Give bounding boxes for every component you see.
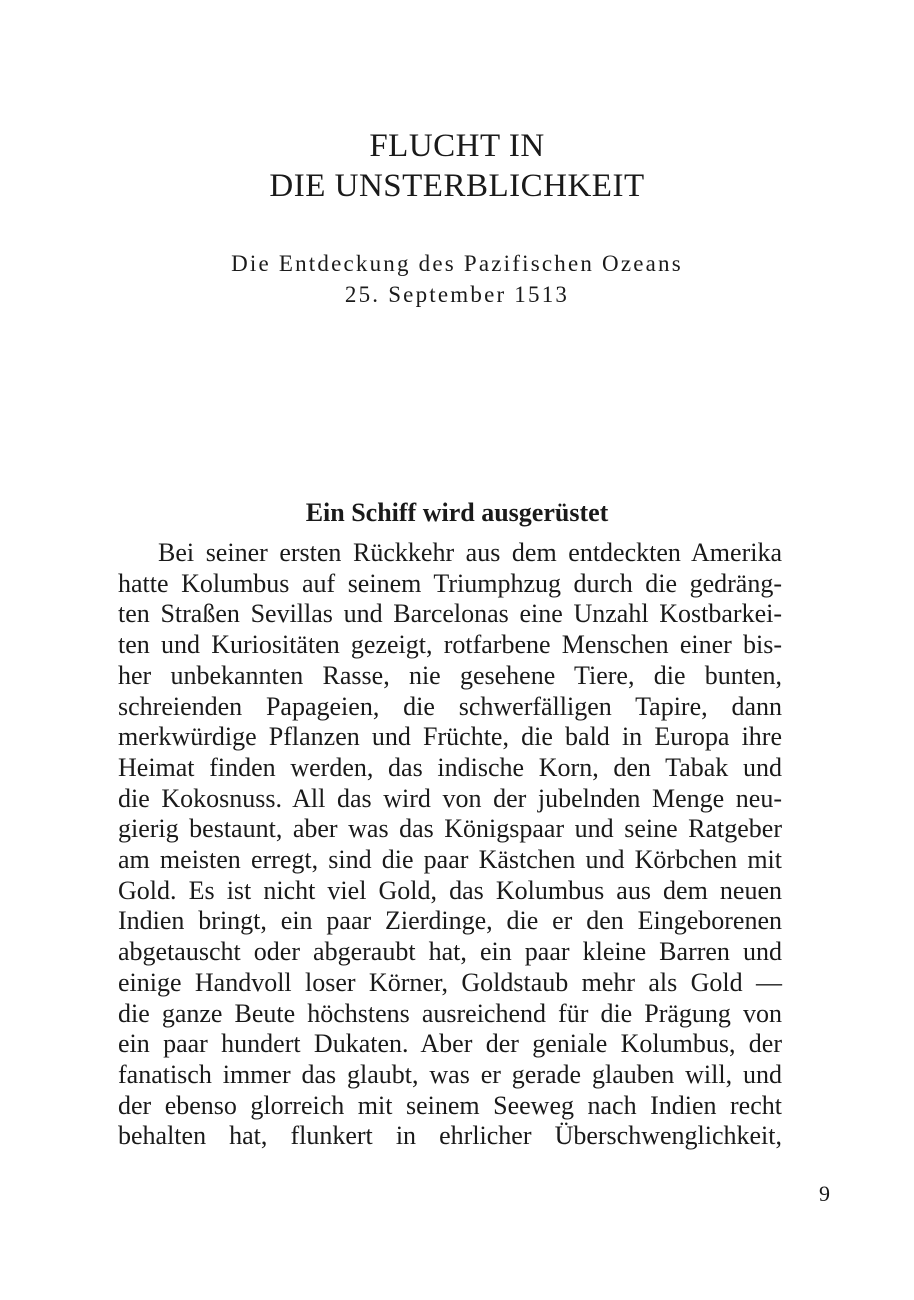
text-line: der ebenso glorreich mit seinem Seeweg nach Indien recht: [118, 1090, 782, 1120]
text-line: Indien bringt, ein paar Zierdinge, die er den Eingeborenen: [118, 906, 782, 936]
text-line: Bei seiner ersten Rückkehr aus dem entdeckten Amerika: [158, 538, 782, 567]
text-line: behalten hat, flunkert in ehrlicher Überschwenglichkeit,: [118, 1121, 782, 1151]
section-heading: Ein Schiff wird ausgerüstet: [305, 498, 609, 527]
text-line: am meisten erregt, sind die paar Kästchen und Körbchen mit: [118, 845, 782, 875]
text-line: fanatisch immer das glaubt, was er gerade glauben will, und: [118, 1059, 782, 1089]
body-paragraph: [118, 538, 782, 1152]
text-line: die ganze Beute höchstens ausreichend für die Prägung von: [118, 998, 782, 1028]
text-line: gierig bestaunt, aber was das Königspaar und seine Ratgeber: [118, 814, 782, 844]
text-line: die Kokosnuss. All das wird von der jubelnden Menge neu-: [118, 783, 782, 813]
text-line: her unbekannten Rasse, nie gesehene Tiere, die bunten,: [118, 660, 782, 690]
text-line: schreienden Papageien, die schwerfälligen Tapire, dann: [118, 691, 782, 721]
text-line: merkwürdige Pflanzen und Früchte, die bald in Europa ihre: [118, 722, 782, 752]
chapter-title-line: DIE UNSTERBLICHKEIT: [269, 168, 645, 204]
text-line: ein paar hundert Dukaten. Aber der geniale Kolumbus, der: [118, 1029, 782, 1059]
text-line: ten und Kuriositäten gezeigt, rotfarbene Menschen einer bis-: [118, 630, 782, 660]
text-line: Heimat finden werden, das indische Korn, den Tabak und: [118, 752, 782, 782]
subtitle-date: 25. September 1513: [344, 282, 570, 307]
chapter-subtitle: [0, 248, 914, 310]
text-line: ten Straßen Sevillas und Barcelonas eine Unzahl Kostbarkei-: [118, 599, 782, 629]
page-number: 9: [819, 1181, 830, 1206]
chapter-title-line: FLUCHT IN: [369, 128, 545, 164]
subtitle-line: Die Entdeckung des Pazifischen Ozeans: [231, 251, 683, 276]
text-line: einige Handvoll loser Körner, Goldstaub mehr als Gold —: [118, 967, 782, 997]
text-line: Gold. Es ist nicht viel Gold, das Kolumbus aus dem neuen: [118, 875, 782, 905]
text-line: abgetauscht oder abgeraubt hat, ein paar kleine Barren und: [118, 937, 782, 967]
chapter-title: [0, 126, 914, 206]
text-line: hatte Kolumbus auf seinem Triumphzug durch die gedräng-: [118, 568, 782, 598]
